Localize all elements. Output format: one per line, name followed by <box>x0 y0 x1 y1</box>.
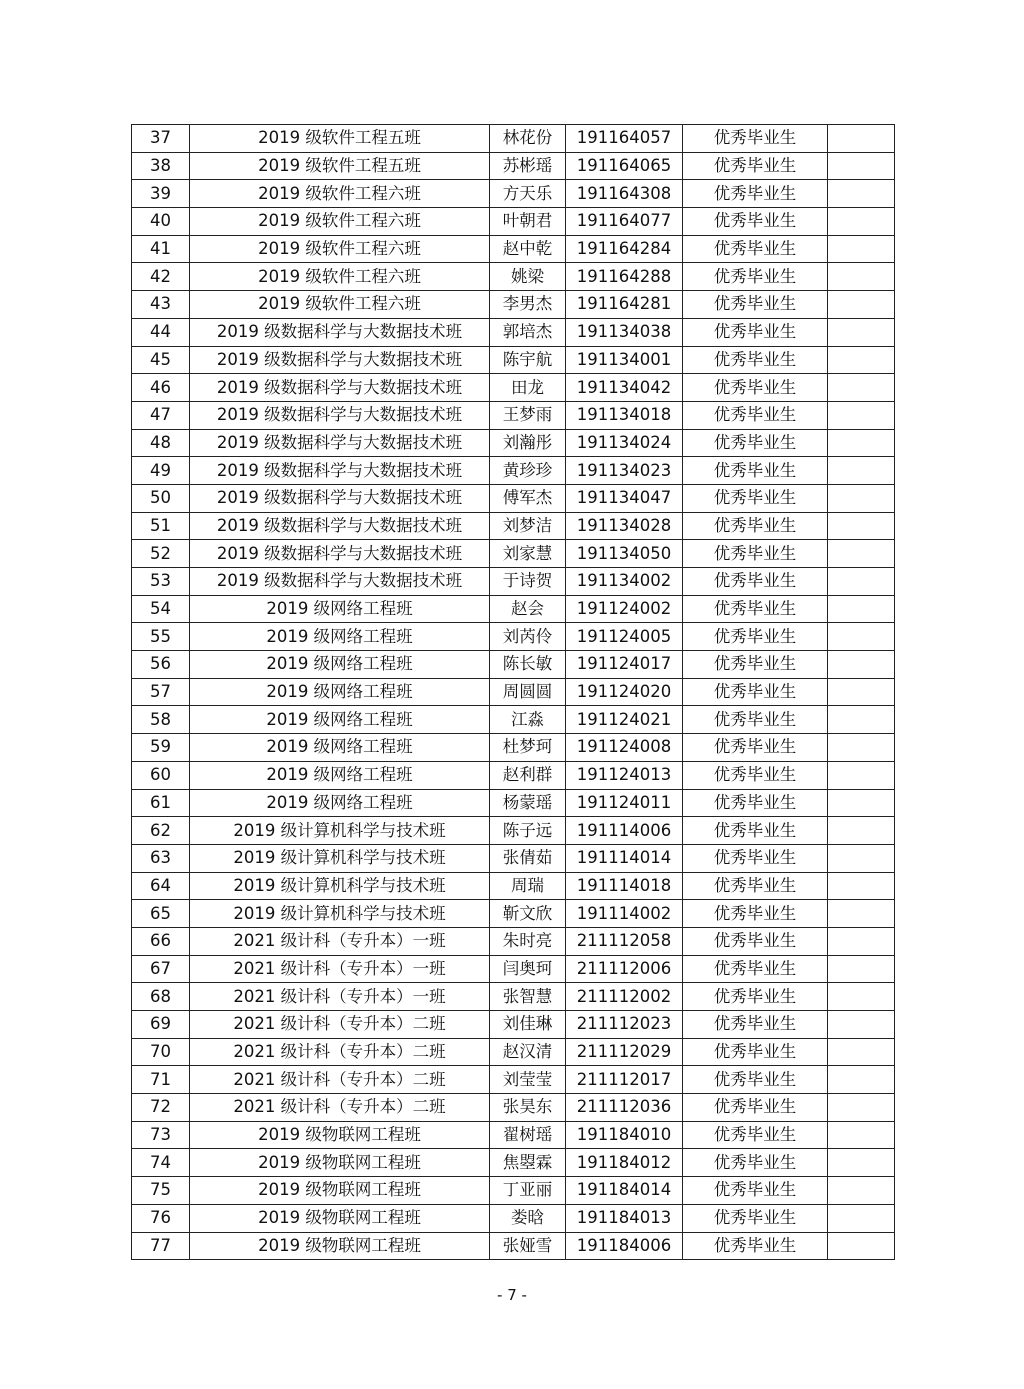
award-cell: 优秀毕业生 <box>683 1094 828 1122</box>
student-id-cell: 191114002 <box>566 900 683 928</box>
row-index-cell: 59 <box>132 734 190 762</box>
name-cell: 赵汉清 <box>490 1038 566 1066</box>
table-row <box>132 1011 895 1039</box>
row-index-cell: 49 <box>132 457 190 485</box>
class-cell: 2021 级计科（专升本）一班 <box>190 983 490 1011</box>
class-cell: 2019 级网络工程班 <box>190 678 490 706</box>
remark-cell <box>828 955 895 983</box>
table-row <box>132 706 895 734</box>
name-cell: 靳文欣 <box>490 900 566 928</box>
award-cell: 优秀毕业生 <box>683 1149 828 1177</box>
table-row <box>132 318 895 346</box>
award-cell: 优秀毕业生 <box>683 1204 828 1232</box>
award-cell: 优秀毕业生 <box>683 927 828 955</box>
award-cell: 优秀毕业生 <box>683 900 828 928</box>
student-id-cell: 191134038 <box>566 318 683 346</box>
remark-cell <box>828 900 895 928</box>
award-cell: 优秀毕业生 <box>683 1038 828 1066</box>
class-cell: 2019 级网络工程班 <box>190 595 490 623</box>
class-cell: 2019 级数据科学与大数据技术班 <box>190 540 490 568</box>
remark-cell <box>828 872 895 900</box>
class-cell: 2019 级数据科学与大数据技术班 <box>190 401 490 429</box>
row-index-cell: 47 <box>132 401 190 429</box>
class-cell: 2019 级物联网工程班 <box>190 1232 490 1260</box>
remark-cell <box>828 180 895 208</box>
remark-cell <box>828 927 895 955</box>
award-cell: 优秀毕业生 <box>683 346 828 374</box>
table-row <box>132 1121 895 1149</box>
remark-cell <box>828 678 895 706</box>
student-id-cell: 211112017 <box>566 1066 683 1094</box>
row-index-cell: 60 <box>132 761 190 789</box>
remark-cell <box>828 1094 895 1122</box>
remark-cell <box>828 817 895 845</box>
table-row <box>132 678 895 706</box>
class-cell: 2019 级计算机科学与技术班 <box>190 817 490 845</box>
remark-cell <box>828 318 895 346</box>
class-cell: 2021 级计科（专升本）二班 <box>190 1094 490 1122</box>
row-index-cell: 73 <box>132 1121 190 1149</box>
award-cell: 优秀毕业生 <box>683 235 828 263</box>
remark-cell <box>828 1177 895 1205</box>
name-cell: 于诗贺 <box>490 568 566 596</box>
student-id-cell: 191164288 <box>566 263 683 291</box>
row-index-cell: 56 <box>132 651 190 679</box>
row-index-cell: 61 <box>132 789 190 817</box>
remark-cell <box>828 983 895 1011</box>
name-cell: 杨蒙瑶 <box>490 789 566 817</box>
student-id-cell: 211112036 <box>566 1094 683 1122</box>
row-index-cell: 51 <box>132 512 190 540</box>
student-id-cell: 191164057 <box>566 125 683 153</box>
table-row <box>132 1204 895 1232</box>
class-cell: 2019 级数据科学与大数据技术班 <box>190 568 490 596</box>
row-index-cell: 62 <box>132 817 190 845</box>
class-cell: 2019 级软件工程六班 <box>190 291 490 319</box>
name-cell: 张昊东 <box>490 1094 566 1122</box>
class-cell: 2021 级计科（专升本）一班 <box>190 927 490 955</box>
table-row <box>132 263 895 291</box>
remark-cell <box>828 1232 895 1260</box>
award-cell: 优秀毕业生 <box>683 512 828 540</box>
class-cell: 2019 级网络工程班 <box>190 734 490 762</box>
remark-cell <box>828 1149 895 1177</box>
table-row <box>132 152 895 180</box>
award-cell: 优秀毕业生 <box>683 125 828 153</box>
student-id-cell: 211112029 <box>566 1038 683 1066</box>
name-cell: 苏彬瑶 <box>490 152 566 180</box>
award-cell: 优秀毕业生 <box>683 734 828 762</box>
award-cell: 优秀毕业生 <box>683 540 828 568</box>
row-index-cell: 46 <box>132 374 190 402</box>
table-row <box>132 1177 895 1205</box>
remark-cell <box>828 568 895 596</box>
remark-cell <box>828 540 895 568</box>
table-row <box>132 789 895 817</box>
row-index-cell: 45 <box>132 346 190 374</box>
award-cell: 优秀毕业生 <box>683 457 828 485</box>
table-row <box>132 983 895 1011</box>
table-row <box>132 512 895 540</box>
table-row <box>132 568 895 596</box>
name-cell: 刘佳琳 <box>490 1011 566 1039</box>
class-cell: 2019 级网络工程班 <box>190 761 490 789</box>
name-cell: 方天乐 <box>490 180 566 208</box>
class-cell: 2019 级物联网工程班 <box>190 1177 490 1205</box>
table-row <box>132 484 895 512</box>
award-cell: 优秀毕业生 <box>683 983 828 1011</box>
row-index-cell: 65 <box>132 900 190 928</box>
award-cell: 优秀毕业生 <box>683 208 828 236</box>
student-id-cell: 211112002 <box>566 983 683 1011</box>
class-cell: 2019 级计算机科学与技术班 <box>190 844 490 872</box>
class-cell: 2021 级计科（专升本）一班 <box>190 955 490 983</box>
class-cell: 2019 级数据科学与大数据技术班 <box>190 429 490 457</box>
name-cell: 张倩茹 <box>490 844 566 872</box>
student-id-cell: 191134024 <box>566 429 683 457</box>
row-index-cell: 71 <box>132 1066 190 1094</box>
name-cell: 娄晗 <box>490 1204 566 1232</box>
remark-cell <box>828 761 895 789</box>
award-cell: 优秀毕业生 <box>683 429 828 457</box>
row-index-cell: 43 <box>132 291 190 319</box>
table-row <box>132 429 895 457</box>
remark-cell <box>828 623 895 651</box>
table-row <box>132 927 895 955</box>
class-cell: 2019 级软件工程六班 <box>190 235 490 263</box>
class-cell: 2019 级软件工程五班 <box>190 152 490 180</box>
student-id-cell: 191164284 <box>566 235 683 263</box>
student-id-cell: 191184014 <box>566 1177 683 1205</box>
class-cell: 2019 级网络工程班 <box>190 706 490 734</box>
remark-cell <box>828 125 895 153</box>
table-row <box>132 1038 895 1066</box>
award-cell: 优秀毕业生 <box>683 789 828 817</box>
name-cell: 陈长敏 <box>490 651 566 679</box>
name-cell: 丁亚丽 <box>490 1177 566 1205</box>
class-cell: 2019 级数据科学与大数据技术班 <box>190 318 490 346</box>
row-index-cell: 50 <box>132 484 190 512</box>
student-id-cell: 191124013 <box>566 761 683 789</box>
name-cell: 江淼 <box>490 706 566 734</box>
table-row <box>132 1232 895 1260</box>
table-row <box>132 1149 895 1177</box>
remark-cell <box>828 789 895 817</box>
name-cell: 田龙 <box>490 374 566 402</box>
remark-cell <box>828 374 895 402</box>
table-row <box>132 180 895 208</box>
class-cell: 2019 级物联网工程班 <box>190 1204 490 1232</box>
award-cell: 优秀毕业生 <box>683 401 828 429</box>
table-row <box>132 955 895 983</box>
table-row <box>132 1094 895 1122</box>
remark-cell <box>828 706 895 734</box>
award-cell: 优秀毕业生 <box>683 1232 828 1260</box>
name-cell: 闫奥珂 <box>490 955 566 983</box>
class-cell: 2021 级计科（专升本）二班 <box>190 1038 490 1066</box>
name-cell: 赵利群 <box>490 761 566 789</box>
name-cell: 张娅雪 <box>490 1232 566 1260</box>
class-cell: 2019 级网络工程班 <box>190 623 490 651</box>
student-id-cell: 191134023 <box>566 457 683 485</box>
table-row <box>132 844 895 872</box>
table-row <box>132 235 895 263</box>
student-id-cell: 191114018 <box>566 872 683 900</box>
award-cell: 优秀毕业生 <box>683 678 828 706</box>
award-cell: 优秀毕业生 <box>683 1121 828 1149</box>
row-index-cell: 42 <box>132 263 190 291</box>
remark-cell <box>828 734 895 762</box>
class-cell: 2019 级网络工程班 <box>190 651 490 679</box>
name-cell: 傅军杰 <box>490 484 566 512</box>
remark-cell <box>828 1011 895 1039</box>
row-index-cell: 48 <box>132 429 190 457</box>
row-index-cell: 58 <box>132 706 190 734</box>
remark-cell <box>828 401 895 429</box>
student-id-cell: 191124020 <box>566 678 683 706</box>
table-row <box>132 457 895 485</box>
student-id-cell: 211112058 <box>566 927 683 955</box>
table-row <box>132 595 895 623</box>
table-row <box>132 623 895 651</box>
table-row <box>132 208 895 236</box>
row-index-cell: 53 <box>132 568 190 596</box>
student-id-cell: 191114014 <box>566 844 683 872</box>
remark-cell <box>828 263 895 291</box>
remark-cell <box>828 291 895 319</box>
award-cell: 优秀毕业生 <box>683 623 828 651</box>
row-index-cell: 77 <box>132 1232 190 1260</box>
row-index-cell: 66 <box>132 927 190 955</box>
remark-cell <box>828 1121 895 1149</box>
table-row <box>132 900 895 928</box>
student-id-cell: 191124005 <box>566 623 683 651</box>
row-index-cell: 41 <box>132 235 190 263</box>
student-id-cell: 191124011 <box>566 789 683 817</box>
award-cell: 优秀毕业生 <box>683 1177 828 1205</box>
row-index-cell: 75 <box>132 1177 190 1205</box>
student-id-cell: 191134047 <box>566 484 683 512</box>
name-cell: 叶朝君 <box>490 208 566 236</box>
class-cell: 2019 级计算机科学与技术班 <box>190 872 490 900</box>
class-cell: 2019 级数据科学与大数据技术班 <box>190 512 490 540</box>
award-cell: 优秀毕业生 <box>683 318 828 346</box>
class-cell: 2019 级数据科学与大数据技术班 <box>190 374 490 402</box>
award-cell: 优秀毕业生 <box>683 595 828 623</box>
student-id-cell: 191164281 <box>566 291 683 319</box>
name-cell: 赵会 <box>490 595 566 623</box>
student-id-cell: 211112023 <box>566 1011 683 1039</box>
student-id-cell: 191114006 <box>566 817 683 845</box>
name-cell: 林花份 <box>490 125 566 153</box>
row-index-cell: 57 <box>132 678 190 706</box>
remark-cell <box>828 595 895 623</box>
class-cell: 2019 级计算机科学与技术班 <box>190 900 490 928</box>
table-row <box>132 291 895 319</box>
class-cell: 2019 级数据科学与大数据技术班 <box>190 457 490 485</box>
class-cell: 2021 级计科（专升本）二班 <box>190 1011 490 1039</box>
award-cell: 优秀毕业生 <box>683 484 828 512</box>
row-index-cell: 69 <box>132 1011 190 1039</box>
student-id-cell: 191164065 <box>566 152 683 180</box>
name-cell: 郭培杰 <box>490 318 566 346</box>
table-row <box>132 761 895 789</box>
page-number: - 7 - <box>497 1286 527 1304</box>
student-id-cell: 191164077 <box>566 208 683 236</box>
remark-cell <box>828 429 895 457</box>
class-cell: 2019 级物联网工程班 <box>190 1121 490 1149</box>
name-cell: 王梦雨 <box>490 401 566 429</box>
name-cell: 周瑞 <box>490 872 566 900</box>
class-cell: 2019 级物联网工程班 <box>190 1149 490 1177</box>
table-row <box>132 1066 895 1094</box>
row-index-cell: 64 <box>132 872 190 900</box>
name-cell: 杜梦珂 <box>490 734 566 762</box>
row-index-cell: 76 <box>132 1204 190 1232</box>
award-cell: 优秀毕业生 <box>683 374 828 402</box>
row-index-cell: 52 <box>132 540 190 568</box>
row-index-cell: 54 <box>132 595 190 623</box>
remark-cell <box>828 208 895 236</box>
class-cell: 2019 级软件工程五班 <box>190 125 490 153</box>
table-row <box>132 872 895 900</box>
award-cell: 优秀毕业生 <box>683 706 828 734</box>
award-cell: 优秀毕业生 <box>683 568 828 596</box>
class-cell: 2021 级计科（专升本）二班 <box>190 1066 490 1094</box>
student-id-cell: 191124021 <box>566 706 683 734</box>
student-id-cell: 211112006 <box>566 955 683 983</box>
name-cell: 陈宇航 <box>490 346 566 374</box>
class-cell: 2019 级软件工程六班 <box>190 180 490 208</box>
student-id-cell: 191184013 <box>566 1204 683 1232</box>
name-cell: 姚梁 <box>490 263 566 291</box>
name-cell: 焦曌霖 <box>490 1149 566 1177</box>
student-id-cell: 191124017 <box>566 651 683 679</box>
name-cell: 刘瀚彤 <box>490 429 566 457</box>
remark-cell <box>828 512 895 540</box>
remark-cell <box>828 484 895 512</box>
table-row <box>132 374 895 402</box>
name-cell: 朱时亮 <box>490 927 566 955</box>
row-index-cell: 37 <box>132 125 190 153</box>
remark-cell <box>828 1066 895 1094</box>
table-row <box>132 125 895 153</box>
row-index-cell: 74 <box>132 1149 190 1177</box>
class-cell: 2019 级软件工程六班 <box>190 208 490 236</box>
row-index-cell: 70 <box>132 1038 190 1066</box>
award-cell: 优秀毕业生 <box>683 872 828 900</box>
table-row <box>132 401 895 429</box>
class-cell: 2019 级软件工程六班 <box>190 263 490 291</box>
student-id-cell: 191124008 <box>566 734 683 762</box>
row-index-cell: 40 <box>132 208 190 236</box>
row-index-cell: 44 <box>132 318 190 346</box>
student-id-cell: 191184012 <box>566 1149 683 1177</box>
award-cell: 优秀毕业生 <box>683 291 828 319</box>
student-id-cell: 191134002 <box>566 568 683 596</box>
award-cell: 优秀毕业生 <box>683 817 828 845</box>
name-cell: 赵中乾 <box>490 235 566 263</box>
award-cell: 优秀毕业生 <box>683 1011 828 1039</box>
student-id-cell: 191184006 <box>566 1232 683 1260</box>
class-cell: 2019 级数据科学与大数据技术班 <box>190 484 490 512</box>
table-row <box>132 817 895 845</box>
name-cell: 刘梦洁 <box>490 512 566 540</box>
student-id-cell: 191164308 <box>566 180 683 208</box>
table-row <box>132 540 895 568</box>
name-cell: 翟树瑶 <box>490 1121 566 1149</box>
graduate-table <box>131 124 895 1260</box>
class-cell: 2019 级网络工程班 <box>190 789 490 817</box>
row-index-cell: 63 <box>132 844 190 872</box>
name-cell: 陈子远 <box>490 817 566 845</box>
remark-cell <box>828 651 895 679</box>
award-cell: 优秀毕业生 <box>683 761 828 789</box>
table-row <box>132 346 895 374</box>
award-cell: 优秀毕业生 <box>683 844 828 872</box>
student-id-cell: 191124002 <box>566 595 683 623</box>
remark-cell <box>828 235 895 263</box>
remark-cell <box>828 844 895 872</box>
name-cell: 张智慧 <box>490 983 566 1011</box>
award-cell: 优秀毕业生 <box>683 651 828 679</box>
name-cell: 李男杰 <box>490 291 566 319</box>
award-cell: 优秀毕业生 <box>683 263 828 291</box>
row-index-cell: 68 <box>132 983 190 1011</box>
award-cell: 优秀毕业生 <box>683 152 828 180</box>
table-row <box>132 734 895 762</box>
name-cell: 刘莹莹 <box>490 1066 566 1094</box>
graduate-table-body <box>132 125 895 1260</box>
remark-cell <box>828 1204 895 1232</box>
name-cell: 黄珍珍 <box>490 457 566 485</box>
student-id-cell: 191134050 <box>566 540 683 568</box>
row-index-cell: 38 <box>132 152 190 180</box>
table-row <box>132 651 895 679</box>
name-cell: 刘家慧 <box>490 540 566 568</box>
award-cell: 优秀毕业生 <box>683 955 828 983</box>
student-id-cell: 191134018 <box>566 401 683 429</box>
remark-cell <box>828 346 895 374</box>
row-index-cell: 55 <box>132 623 190 651</box>
row-index-cell: 72 <box>132 1094 190 1122</box>
remark-cell <box>828 457 895 485</box>
remark-cell <box>828 1038 895 1066</box>
award-cell: 优秀毕业生 <box>683 1066 828 1094</box>
student-id-cell: 191134042 <box>566 374 683 402</box>
student-id-cell: 191184010 <box>566 1121 683 1149</box>
student-id-cell: 191134028 <box>566 512 683 540</box>
name-cell: 周圆圆 <box>490 678 566 706</box>
row-index-cell: 39 <box>132 180 190 208</box>
name-cell: 刘芮伶 <box>490 623 566 651</box>
student-id-cell: 191134001 <box>566 346 683 374</box>
remark-cell <box>828 152 895 180</box>
row-index-cell: 67 <box>132 955 190 983</box>
class-cell: 2019 级数据科学与大数据技术班 <box>190 346 490 374</box>
award-cell: 优秀毕业生 <box>683 180 828 208</box>
